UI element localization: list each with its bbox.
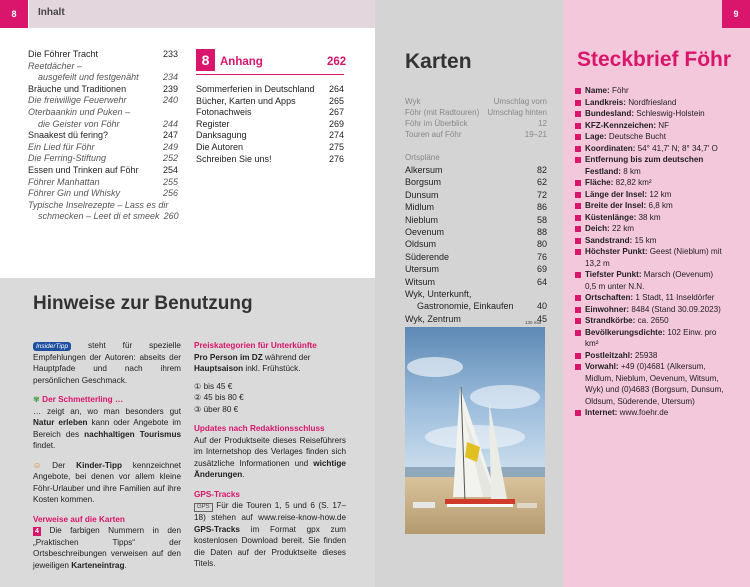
bullet-square-icon [575,410,581,416]
insider-tip-badge: InsiderTipp [33,342,71,351]
town-plan-entry[interactable] [405,226,547,238]
toc-entry-label: ausgefeilt und festgenäht [38,72,139,83]
toc-entry[interactable] [28,72,178,84]
maps-title: Karten [405,50,472,73]
fact-label: Bundesland: [585,109,635,118]
toc-entry[interactable] [28,165,178,177]
fact-label: Lage: [585,132,607,141]
bullet-square-icon [575,180,581,186]
map-overview-entry[interactable] [405,96,547,107]
fact-value: 54° 41,7' N; 8° 34,7' O [637,143,718,153]
toc-entry-label: Typische Inselrezepte – Lass es dir [28,199,169,210]
fact-value: 22 km [612,224,635,233]
toc-entry-page: 252 [162,153,178,164]
fact-list [575,85,725,419]
town-plan-entry[interactable] [405,251,547,263]
bullet-square-icon [575,111,581,117]
chapter-rule [196,74,344,75]
bullet-square-icon [575,226,581,232]
insider-tip-paragraph: InsiderTipp steht für spezielle Empfehlungen der Autoren: abseits der Hauptpfade und nach ihrem persönlichen Geschmack. [33,341,181,385]
map-overview-label: Föhr im Überblick [405,119,468,128]
appendix-entry-page: 264 [328,84,344,94]
fact-value: ca. 2650 [637,316,669,325]
town-plan-page: 45 [536,313,547,324]
appendix-entry-page: 275 [328,141,344,152]
fact-label: Tiefster Punkt: [585,270,642,279]
appendix-entry[interactable] [196,119,344,131]
appendix-entry-label: Fotonachweis [196,107,252,118]
town-plan-label: Borgsum [405,177,442,188]
fact-value: Deutsche Bucht [608,132,666,141]
fact-label: Koordinaten: [585,143,636,153]
town-plan-page: 58 [536,214,547,225]
town-plan-label: Oevenum [405,227,445,238]
appendix-entry[interactable] [196,107,344,119]
chapter-page: 262 [327,56,347,68]
town-plan-entry[interactable] [405,176,547,188]
price-list [194,381,346,416]
fact-label: KFZ-Kennzeichen: [585,120,657,130]
gps-heading: GPS-Tracks [194,489,240,499]
fact-value: 8484 (Stand 30.09.2023) [631,304,721,314]
fact-value: 15 km [634,235,657,245]
town-plan-entry[interactable] [405,214,547,226]
toc-column-2 [196,84,344,165]
town-plan-page: 40 [536,301,547,312]
bullet-square-icon [575,295,581,301]
appendix-entry-label: Sommerferien in Deutschland [196,84,315,94]
fact-value: 38 km [638,212,661,222]
updates-paragraph: Auf der Produktseite dieses Reiseführers im Internetshop des Verlages finden sich zusätzliche Informationen und wichtige Änderungen. [194,435,346,479]
town-plans-list [405,164,547,325]
toc-entry-label: Föhrer Gin und Whisky [28,188,121,199]
toc-entry-page: 247 [162,130,178,141]
fact-value: Föhr [612,86,629,95]
price-item: ② 45 bis 80 € [194,393,244,402]
fact-item [575,361,725,407]
appendix-entry-label: Danksagung [196,130,247,141]
town-plan-page: 69 [536,264,547,275]
map-overview-page: Umschlag hinten [487,108,547,117]
town-plan-page: 62 [536,177,547,188]
bullet-square-icon [575,249,581,255]
town-plan-entry[interactable] [405,263,547,275]
fact-value: Marsch (Oevenum) 0,5 m unter N.N. [585,270,714,291]
appendix-entry-label: Die Autoren [196,141,244,152]
fact-item [575,235,725,247]
fact-item [575,292,725,304]
toc-entry-label: Oterbaankin und Puken – [28,106,131,117]
appendix-entry[interactable] [196,84,344,96]
toc-entry[interactable] [28,107,178,119]
fact-item [575,350,725,362]
map-overview-label: Föhr (mit Radtouren) [405,108,480,117]
fact-label: Internet: [585,408,618,417]
town-plan-entry[interactable] [405,189,547,201]
kids-icon: ☺ [33,460,42,470]
toc-entry-label: schmecken – Leet di et smeek [38,211,160,222]
appendix-entry[interactable] [196,154,344,166]
bullet-square-icon [575,272,581,278]
toc-entry-page [174,200,178,212]
chapter-number-badge: 8 [196,49,215,71]
map-overview-label: Touren auf Föhr [405,130,462,139]
toc-entry-label: Föhrer Manhattan [28,176,100,187]
fact-value: NF [658,120,670,130]
bullet-square-icon [575,215,581,221]
town-plan-page: 80 [536,239,547,250]
gps-link[interactable]: www.reise-know-how.de [258,513,346,522]
fact-value: 82,82 km² [615,178,652,187]
fact-value[interactable]: www.foehr.de [619,408,669,417]
fact-value: 102 Einw. pro km² [585,327,717,348]
bullet-square-icon [575,238,581,244]
toc-entry[interactable] [28,95,178,107]
fact-label: Vorwahl: [585,362,619,371]
toc-entry-page: 260 [163,211,179,222]
appendix-entry[interactable] [196,96,344,108]
toc-entry-page [174,107,178,119]
header-divider [28,0,29,28]
usage-column-left [33,340,181,571]
toc-entry-label: Die Föhrer Tracht [28,49,99,59]
fact-value: 12 km [649,189,672,199]
toc-entry-page: 239 [162,83,178,94]
toc-entry[interactable] [28,142,178,154]
bullet-square-icon [575,146,581,152]
appendix-entry-page: 274 [328,130,344,141]
usage-column-right [194,340,346,570]
town-plan-label: Wyk, Unterkunft, [405,289,472,300]
toc-entry[interactable] [28,200,178,212]
price-item: ① bis 45 € [194,381,233,391]
town-plan-label: Utersum [405,264,440,275]
appendix-entry[interactable] [196,142,344,154]
town-plan-label: Oldsum [405,239,437,250]
fact-item [575,108,725,120]
toc-entry-page: 249 [162,141,178,152]
chapter-title[interactable]: Anhang [220,56,263,68]
bullet-square-icon [575,364,581,370]
photo-id: 130 mia [525,320,542,325]
bullet-square-icon [575,100,581,106]
map-refs-paragraph: 4 Die farbigen Nummern in den „Praktischen Tipps“ der Ortsbeschreibungen verweisen auf den jeweiligen Karteneintrag. [33,526,181,570]
fact-label: Postleitzahl: [585,350,633,360]
fact-item [575,143,725,155]
toc-entry-page: 244 [162,118,178,129]
town-plan-label: Alkersum [405,165,443,175]
map-overview-entry[interactable] [405,107,547,118]
fact-item [575,97,725,109]
fact-value: 8 km [623,166,641,176]
appendix-entry-page: 265 [328,95,344,106]
town-plan-label: Dunsum [405,189,439,200]
fact-item [575,269,725,292]
toc-entry-label: Bräuche und Traditionen [28,83,127,94]
map-overview-entry[interactable] [405,118,547,129]
maps-overview-list [405,96,547,140]
toc-entry[interactable] [28,49,178,61]
appendix-entry-label: Bücher, Karten und Apps [196,95,296,106]
map-overview-page: 19–21 [524,130,547,139]
fact-label: Deich: [585,224,610,233]
toc-entry[interactable] [28,130,178,142]
toc-entry-page: 255 [162,176,178,187]
fact-item [575,304,725,316]
fact-label: Landkreis: [585,97,626,107]
town-plan-page: 88 [536,227,547,238]
fact-label: Höchster Punkt: [585,247,648,256]
butterfly-paragraph: ✾ Der Schmetterling … … zeigt an, wo man besonders gut Natur erleben kann oder Angebote im Bereich des nachhaltigen Tourismus findet. [33,395,182,450]
fact-item [575,200,725,212]
fact-label: Länge der Insel: [585,189,648,199]
fact-label: Einwohner: [585,304,630,314]
fact-label: Ortschaften: [585,293,634,302]
toc-entry-label: Die freiwillige Feuerwehr [28,95,127,106]
fact-item [575,212,725,224]
toc-entry[interactable] [28,119,178,131]
town-plan-entry[interactable] [405,201,547,213]
bullet-square-icon [575,353,581,359]
town-plan-entry[interactable] [405,288,547,300]
appendix-entry-page: 267 [328,107,344,118]
fact-value: 6,8 km [648,201,673,210]
toc-entry-page [174,61,178,73]
toc-entry[interactable] [28,153,178,165]
fact-item [575,246,725,269]
toc-entry-page: 233 [162,49,178,59]
town-plan-label: Nieblum [405,214,439,225]
toc-entry[interactable] [28,188,178,200]
map-refs-heading: Verweise auf die Karten [33,514,125,524]
price-heading: Preiskategorien für Unterkünfte [194,341,317,350]
bullet-square-icon [575,123,581,129]
town-plan-entry[interactable] [405,300,547,312]
fact-item [575,315,725,327]
updates-heading: Updates nach Redaktionsschluss [194,424,325,433]
town-plan-label: Midlum [405,202,435,213]
appendix-entry[interactable] [196,130,344,142]
bullet-square-icon [575,88,581,94]
town-plan-page: 72 [536,189,547,200]
fact-value: Geest (Nieblum) mit 13,2 m [585,247,722,268]
toc-entry-label: die Geister von Föhr [38,118,120,129]
fact-label: Bevölkerungsdichte: [585,327,666,337]
toc-entry-label: Ein Lied für Föhr [28,141,95,152]
toc-entry-label: Essen und Trinken auf Föhr [28,164,139,175]
fact-label: Entfernung bis zum deutschen Festland: [585,155,704,176]
bullet-square-icon [575,134,581,140]
fact-label: Fläche: [585,178,614,187]
toc-entry-page: 256 [162,188,178,199]
map-overview-page: Umschlag vorn [493,97,547,106]
town-plan-label: Süderende [405,251,450,262]
fact-item [575,85,725,97]
appendix-entry-page: 269 [328,118,344,129]
map-ref-badge: 4 [33,527,41,536]
kids-tip-paragraph: ☺ Der Kinder-Tipp kennzeichnet Angebote, bei denen vor allem kleine Föhr-Urlauber und ihre Familien auf ihre Kosten kommen. [33,460,181,504]
map-overview-label: Wyk [405,97,421,106]
toc-entry[interactable] [28,211,178,223]
toc-entry[interactable] [28,177,178,189]
town-plan-entry[interactable] [405,238,547,250]
toc-entry-label: Die Ferring-Stiftung [28,153,107,164]
gps-badge: GPS [194,503,213,512]
bullet-square-icon [575,307,581,313]
town-plan-page: 76 [536,251,547,262]
fact-item [575,131,725,143]
toc-entry-label: Snaakest dü fering? [28,130,109,141]
bullet-square-icon [575,203,581,209]
toc-entry-page: 240 [162,95,178,106]
bullet-square-icon [575,330,581,336]
usage-title: Hinweise zur Benutzung [33,293,253,314]
town-plan-entry[interactable] [405,164,547,176]
toc-entry-page: 254 [162,164,178,175]
toc-entry-label: Reetdächer – [28,60,83,71]
price-item: ③ über 80 € [194,404,239,414]
bullet-square-icon [575,157,581,163]
town-plan-label: Gastronomie, Einkaufen [417,301,514,312]
map-overview-page: 12 [538,119,547,128]
toc-entry[interactable] [28,61,178,73]
fact-value: 25938 [634,350,658,360]
appendix-entry-label: Register [196,118,230,129]
town-plan-label: Witsum [405,276,435,287]
fact-item [575,223,725,235]
catamaran-photo [405,327,545,534]
town-plan-page: 64 [536,276,547,287]
toc-entry-page: 234 [162,72,178,83]
fact-value: Nordfriesland [628,97,677,107]
toc-entry[interactable] [28,84,178,96]
town-plans-heading: Ortspläne [405,153,440,162]
toc-column-1 [28,49,178,223]
gps-paragraph: GPS Für die Touren 1, 5 und 6 (S. 17–18) stehen auf www.reise-know-how.de GPS-Tracks im Format gpx zum kostenlosen Download bereit. Sie finden die Daten auf der Produktseite dieses Titels. [194,501,347,568]
price-paragraph: Pro Person im DZ während der Hauptsaison inkl. Frühstück. [194,352,311,373]
fact-label: Küstenlänge: [585,212,637,222]
appendix-entry-label: Schreiben Sie uns! [196,153,272,164]
butterfly-icon: ✾ [33,395,40,404]
section-header: Inhalt [38,7,65,18]
page-number-right: 9 [722,0,750,28]
fact-label: Name: [585,86,610,95]
town-plan-page: 86 [536,202,547,213]
fact-item [575,120,725,132]
fact-value: Schleswig-Holstein [636,109,705,118]
fact-item [575,189,725,201]
town-plan-entry[interactable] [405,276,547,288]
map-overview-entry[interactable] [405,129,547,140]
town-plan-label: Wyk, Zentrum [405,313,461,324]
fact-sheet-title: Steckbrief Föhr [577,48,732,71]
fact-item [575,327,725,350]
fact-item [575,177,725,189]
fact-label: Sandstrand: [585,235,633,245]
fact-value: 1 Stadt, 11 Inseldörfer [635,293,715,302]
fact-label: Strandkörbe: [585,316,636,325]
fact-item [575,154,725,177]
fact-item [575,407,725,419]
town-plan-page: 82 [536,165,547,175]
appendix-entry-page: 276 [328,153,344,164]
bullet-square-icon [575,192,581,198]
bullet-square-icon [575,318,581,324]
page-number-left: 8 [0,0,28,28]
fact-label: Breite der Insel: [585,201,647,210]
fact-value: +49 (0)4681 (Alkersum, Midlum, Nieblum, Oevenum, Witsum, Wyk) und (0)4683 (Borgsum, Dunsum, Oldsum, Süderende, Utersum) [585,362,724,406]
